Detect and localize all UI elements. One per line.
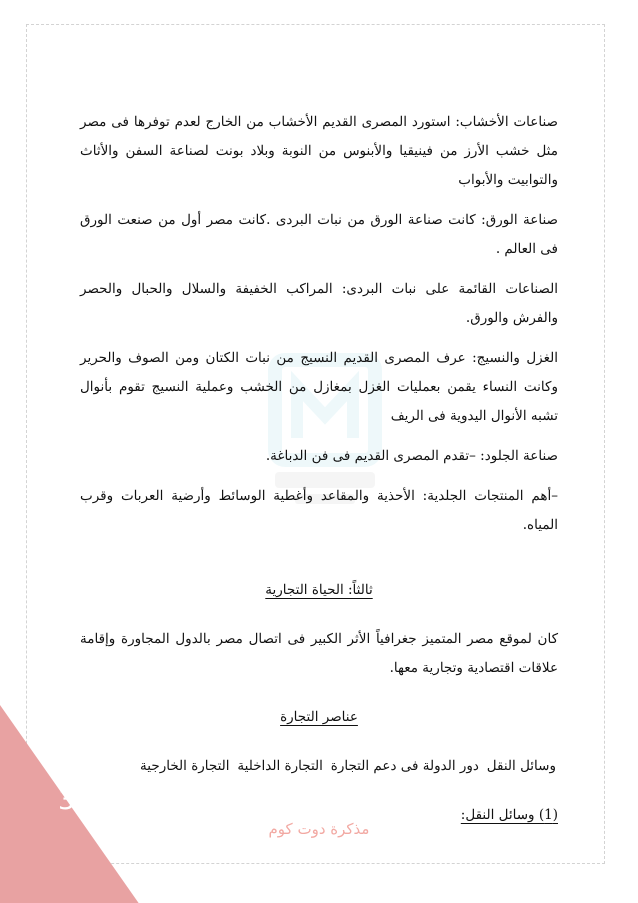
paragraph-leather-industry: صناعة الجلود: –تقدم المصرى القديم فى فن الدباغة. xyxy=(265,448,558,464)
paragraph-wood-industries: صناعات الأخشاب: استورد المصرى القديم الأخشاب من الخارج لعدم توفرها فى مصر مثل خشب الأرز من فينيقيا والأبنوس من النوبة وبلاد بونت لصناعة السفن والأثاث والتوابيت والأبواب xyxy=(80,114,558,188)
trade-elements-title: عناصر التجارة xyxy=(280,709,358,725)
trade-element-internal: التجارة الداخلية xyxy=(237,758,323,774)
trade-elements-list xyxy=(80,752,558,781)
subheading-transport: (1) وسائل النقل: xyxy=(460,807,558,823)
paragraph-trade-intro: كان لموقع مصر المتميز جغرافياً الأثر الكبير فى اتصال مصر بالدول المجاورة وإقامة علاقات اقتصادية وتجارية معها. xyxy=(80,631,558,676)
trade-element-external: التجارة الخارجية xyxy=(140,758,230,774)
paragraph-leather-products: –أهم المنتجات الجلدية: الأحذية والمقاعد وأغطية الوسائط وأرضية العربات وقرب المياه. xyxy=(80,488,558,533)
trade-element-transport: وسائل النقل xyxy=(486,758,556,774)
footer-brand: مذكرة دوت كوم xyxy=(268,820,370,838)
section-title: ثالثاً: الحياة التجارية xyxy=(265,582,373,598)
paragraph-spinning-weaving: الغزل والنسيج: عرف المصرى القديم النسيج من نبات الكتان ومن الصوف والحرير وكانت النساء يقمن بعمليات الغزل بمغازل من الخشب وعملية النسيج تقوم بأنوال تشبه الأنوال اليدوية فى الريف xyxy=(80,350,558,424)
trade-element-state-role: دور الدولة فى دعم التجارة xyxy=(330,758,479,774)
paragraph-paper-industry: صناعة الورق: كانت صناعة الورق من نبات البردى .كانت مصر أول من صنعت الورق فى العالم . xyxy=(80,212,558,257)
page-number: 35 xyxy=(58,785,93,816)
document-text xyxy=(80,108,558,830)
paragraph-papyrus-industries: الصناعات القائمة على نبات البردى: المراكب الخفيفة والسلال والحبال والحصر والفرش والورق. xyxy=(80,281,558,326)
